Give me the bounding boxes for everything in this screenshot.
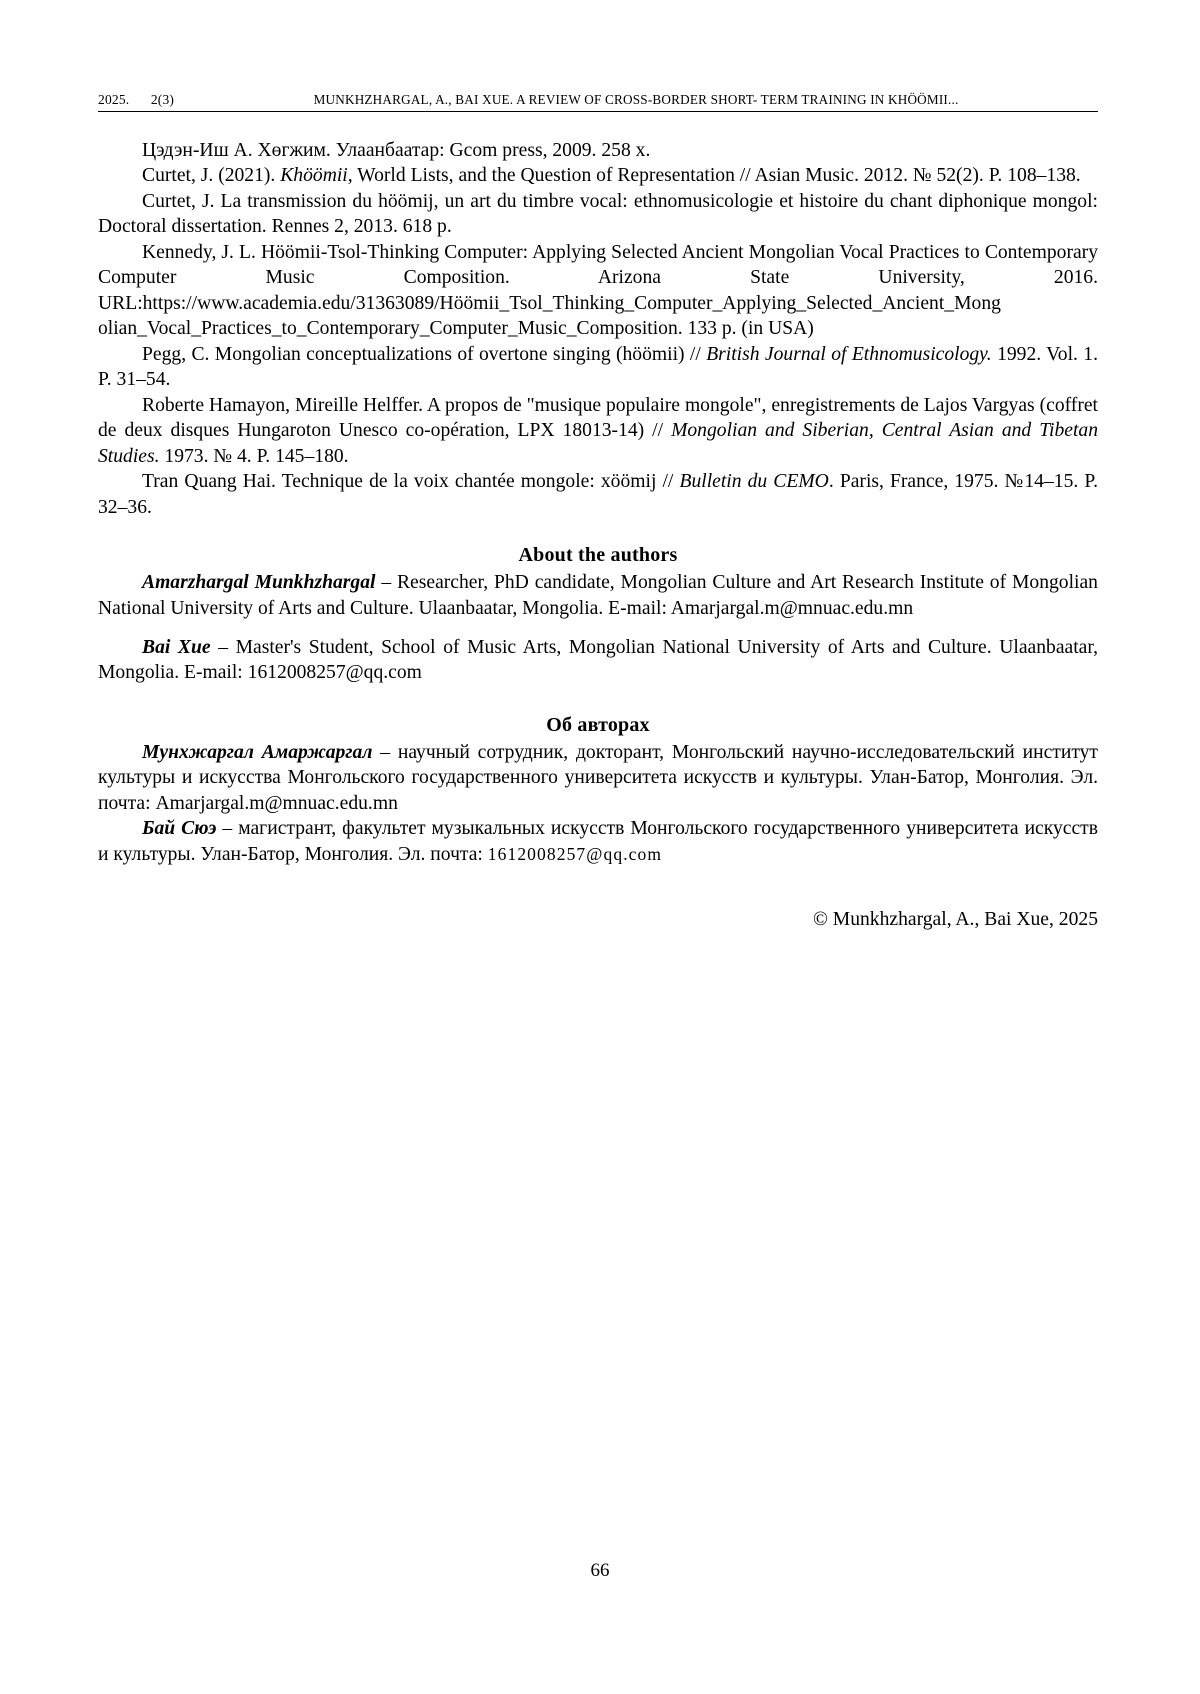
ref-text: 1992. Vol. 1. P. 31–54. (98, 343, 1098, 391)
author-name-ru: Бай Сюэ (142, 818, 217, 840)
reference-item (98, 240, 1098, 342)
running-head-title: MUNKHZHARGAL, A., BAI XUE. A REVIEW OF CROSS-BORDER SHORT- TERM TRAINING IN KHÖÖMII... (313, 92, 959, 107)
author-name-ru: Мунхжаргал Амаржаргал (142, 741, 373, 763)
author-affiliation-ru: – научный сотрудник, докторант, Монгольский научно-исследовательский институт культуры и искусства Монгольского государственного университета искусств и культуры. Улан-Батор, Монголия. Эл. почта: Amarjargal.m@mnuac.edu.mn (98, 741, 1098, 814)
running-head (98, 92, 1098, 112)
author-affiliation: – Researcher, PhD candidate, Mongolian Culture and Art Research Institute of Mongolian National University of Arts and Culture. Ulaanbaatar, Mongolia. E-mail: Amarjargal.m@mnuac.edu.mn (98, 572, 1098, 619)
ref-text: 1973. № 4. P. 145–180. (159, 445, 349, 467)
ob-avtorah-heading: Об авторах (546, 713, 650, 736)
ref-text: Tran Quang Hai. Technique de la voix chantée mongole: xöömij // (142, 471, 680, 493)
ref-text-italic: Khöömii, (280, 165, 353, 187)
ref-text: Curtet, J. (2021). (142, 165, 281, 187)
ref-text: Roberte Hamayon, Mireille Helffer. A propos de "musique populaire mongole", enregistrements de Lajos Vargyas (coffret de deux disques Hungaroton Unesco co-opération, LPX 18013-14) // (98, 394, 1098, 442)
reference-item (98, 138, 1098, 163)
author-entry (98, 570, 1098, 621)
ref-text: World Lists, and the Question of Representation // Asian Music. 2012. № 52(2). P. 108–138. (352, 165, 1081, 187)
author-affiliation-ru: – магистрант, факультет музыкальных искусств Монгольского государственного университета искусств и культуры. Улан-Батор, Монголия. Эл. почта: (98, 818, 1098, 865)
ref-text-italic: Bulletin du CEMO (679, 471, 829, 493)
ref-text-italic: Mongolian and Siberian, Central Asian and Tibetan Studies. (98, 420, 1098, 467)
reference-item (98, 163, 1098, 188)
ref-text: Kennedy, J. L. Höömii-Tsol-Thinking Computer: Applying Selected Ancient Mongolian Vocal Practices to Contemporary Computer Music Composition. Arizona State University, 2016. URL:https://www.academia.edu/31363089/Höömii_Tsol_Thinking_Computer_Applying_Selected_Ancient_Mong olian_Vocal_Practices_to_Contemporary_Computer_Music_Composition. 133 p. (in USA) (98, 241, 1098, 340)
reference-item (98, 189, 1098, 240)
author-affiliation: – Master's Student, School of Music Arts, Mongolian National University of Arts and Culture. Ulaanbaatar, Mongolia. E-mail: 1612008257@qq.com (98, 636, 1099, 684)
ref-text: Pegg, C. Mongolian conceptualizations of overtone singing (höömii) // (142, 343, 707, 365)
reference-item (98, 393, 1098, 469)
ref-text: Цэдэн-Иш А. Хөгжим. Улаанбаатар: Gcom press, 2009. 258 х. (142, 140, 651, 161)
page-content (98, 92, 1098, 952)
author-entry-ru (98, 816, 1098, 867)
author-entry-ru (98, 740, 1098, 816)
page-number: 66 (590, 1560, 610, 1581)
body-text (98, 138, 1098, 933)
reference-item (98, 469, 1098, 520)
author-email-ru: 1612008257@qq.com (487, 843, 663, 864)
copyright-line: © Munkhzhargal, A., Bai Xue, 2025 (813, 909, 1098, 931)
ref-text-italic: British Journal of Ethnomusicology. (706, 343, 992, 365)
about-authors-heading: About the authors (518, 544, 678, 567)
ref-text: Curtet, J. La transmission du höömij, un art du timbre vocal: ethnomusicologie et histoire du chant diphonique mongol: Doctoral dissertation. Rennes 2, 2013. 618 p. (98, 190, 1098, 238)
reference-item (98, 342, 1098, 393)
author-name: Amarzhargal Munkhzhargal (142, 572, 376, 594)
author-name: Bai Xue (142, 636, 211, 658)
running-head-year: 2025. 2(3) (98, 92, 175, 107)
author-entry (98, 635, 1098, 686)
ref-text: . Paris, France, 1975. №14–15. P. 32–36. (98, 471, 1098, 518)
